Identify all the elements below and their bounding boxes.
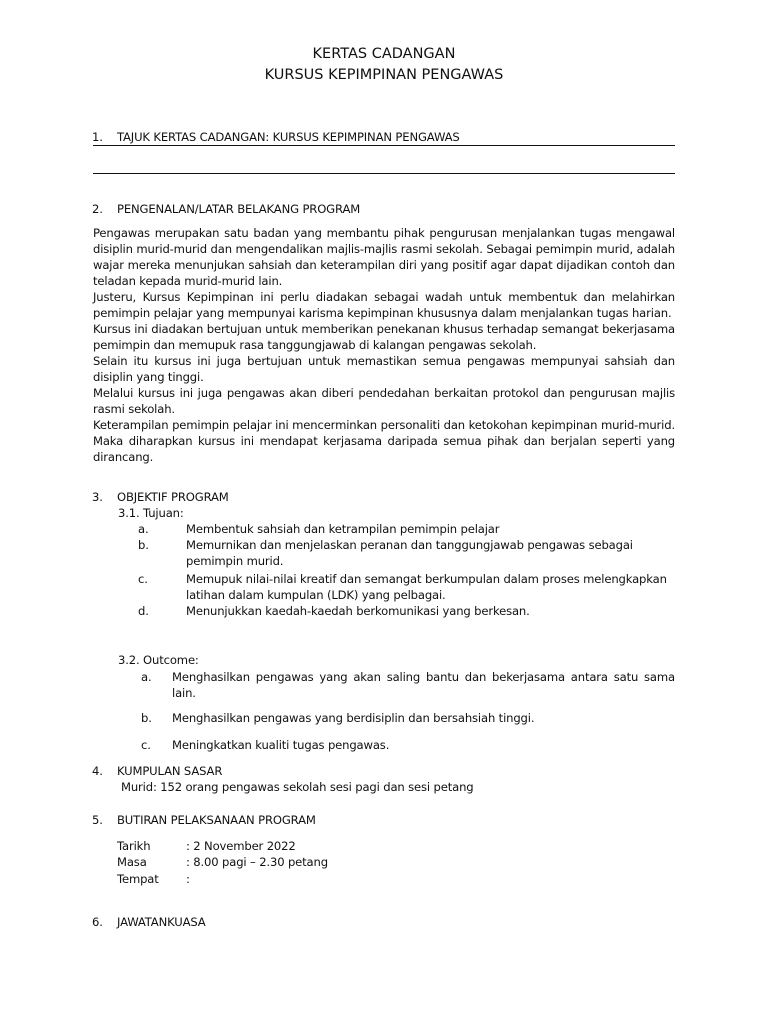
section-1-heading: TAJUK KERTAS CADANGAN: KURSUS KEPIMPINAN PENGAWAS	[117, 130, 460, 144]
section-4-number: 4.	[92, 764, 103, 778]
list-item-text: Memurnikan dan menjelaskan peranan dan tanggungjawab pengawas sebagai pemimpin murid.	[186, 538, 633, 568]
outcome-item-label: c.	[141, 738, 151, 752]
section-2-number: 2.	[92, 202, 103, 216]
section-2-heading: PENGENALAN/LATAR BELAKANG PROGRAM	[117, 202, 361, 216]
list-item-label: b.	[138, 538, 149, 552]
detail-value: :	[186, 872, 190, 886]
section-3-number: 3.	[92, 490, 103, 504]
document-subtitle: KURSUS KEPIMPINAN PENGAWAS	[264, 67, 504, 83]
section-6-number: 6.	[92, 915, 103, 929]
blank-line-rule	[93, 173, 675, 174]
list-item-label: d.	[138, 604, 149, 618]
paragraph: Justeru, Kursus Kepimpinan ini perlu diadakan sebagai wadah untuk membentuk dan melahirkan pemimpin pelajar yang mempunyai karisma kepimpinan khususnya dalam menjalankan tugas harian.	[93, 290, 675, 320]
list-item-label: a.	[138, 522, 149, 536]
paragraph: Pengawas merupakan satu badan yang membantu pihak pengurusan menjalankan tugas mengawal disiplin murid-murid dan mengendalikan majlis-majlis rasmi sekolah. Sebagai pemimpin murid, adalah wajar mereka menunjukan sahsiah dan keterampilan diri yang positif agar dapat dijadikan contoh dan teladan kepada murid-murid lain.	[93, 226, 675, 288]
section-1-number: 1.	[92, 130, 103, 144]
outcome-item-text: Menghasilkan pengawas yang akan saling bantu dan bekerjasama antara satu sama lain.	[172, 670, 675, 700]
detail-value: : 8.00 pagi – 2.30 petang	[186, 855, 328, 869]
outcome-label: 3.2. Outcome:	[118, 653, 199, 667]
section-6-heading: JAWATANKUASA	[117, 915, 206, 929]
section-4-heading: KUMPULAN SASAR	[117, 764, 223, 778]
background-paragraphs	[93, 225, 675, 465]
paragraph: Melalui kursus ini juga pengawas akan diberi pendedahan berkaitan protokol dan pengurusan majlis rasmi sekolah.	[93, 386, 675, 416]
underline-rule	[93, 145, 675, 146]
outcome-item-text: Meningkatkan kualiti tugas pengawas.	[172, 738, 390, 752]
list-item-text: Memupuk nilai-nilai kreatif dan semangat berkumpulan dalam proses melengkapkan latihan dalam kumpulan (LDK) yang pelbagai.	[186, 572, 667, 602]
list-item-text: Menunjukkan kaedah-kaedah berkomunikasi yang berkesan.	[186, 604, 530, 618]
list-item-label: c.	[138, 572, 148, 586]
outcome-item-label: a.	[141, 670, 152, 684]
paragraph: Kursus ini diadakan bertujuan untuk memberikan penekanan khusus terhadap semangat bekerjasama pemimpin dan memupuk rasa tanggungjawab di kalangan pengawas sekolah.	[93, 322, 675, 352]
section-5-number: 5.	[92, 813, 103, 827]
section-5-heading: BUTIRAN PELAKSANAAN PROGRAM	[117, 813, 316, 827]
outcome-item-label: b.	[141, 711, 152, 725]
tujuan-label: 3.1. Tujuan:	[118, 506, 184, 520]
detail-key: Tempat	[117, 872, 159, 886]
paragraph: Selain itu kursus ini juga bertujuan untuk memastikan semua pengawas mempunyai sahsiah dan disiplin yang tinggi.	[93, 354, 675, 384]
outcome-item-text: Menghasilkan pengawas yang berdisiplin dan bersahsiah tinggi.	[172, 711, 535, 725]
detail-value: : 2 November 2022	[186, 839, 296, 853]
detail-key: Masa	[117, 855, 147, 869]
section-3-heading: OBJEKTIF PROGRAM	[117, 490, 229, 504]
list-item-text: Membentuk sahsiah dan ketrampilan pemimpin pelajar	[186, 522, 500, 536]
detail-key: Tarikh	[117, 839, 151, 853]
document-title: KERTAS CADANGAN	[312, 46, 456, 62]
target-group-text: Murid: 152 orang pengawas sekolah sesi pagi dan sesi petang	[121, 780, 474, 794]
paragraph: Keterampilan pemimpin pelajar ini mencerminkan personaliti dan ketokohan kepimpinan murid-murid. Maka diharapkan kursus ini mendapat kerjasama daripada semua pihak dan berjalan seperti yang dirancang.	[93, 418, 675, 464]
